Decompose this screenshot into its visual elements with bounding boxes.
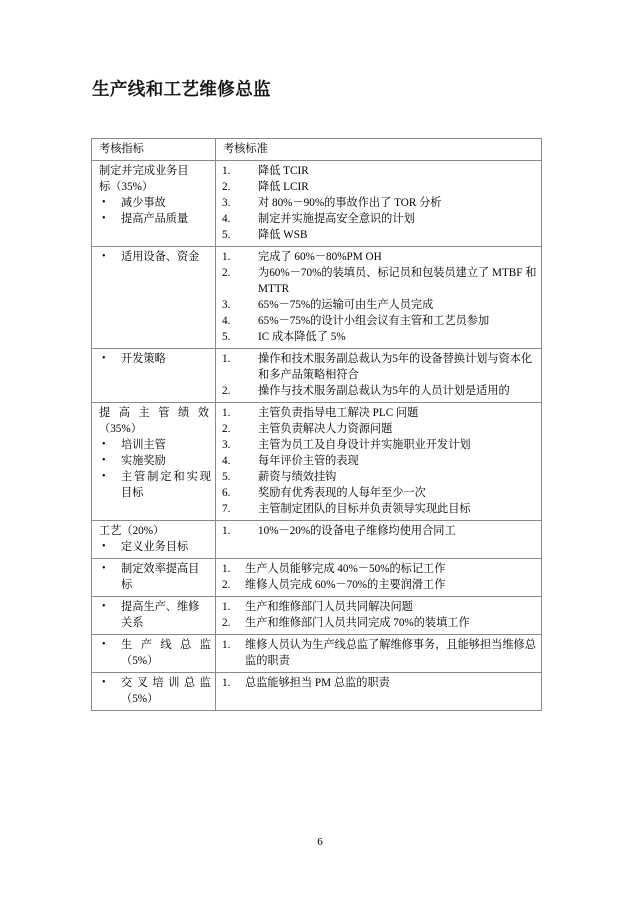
item-number: 5.	[222, 331, 231, 343]
bullet-text: 提高产品质量	[121, 213, 189, 225]
criteria-bullet-list	[96, 437, 211, 501]
table-row	[92, 247, 542, 349]
list-item	[96, 437, 211, 453]
standard-ordered-list	[220, 561, 537, 593]
table-row	[92, 635, 542, 673]
list-item	[96, 539, 211, 555]
list-item	[220, 485, 537, 501]
item-text: 主管负责指导电工解决 PLC 问题	[258, 407, 419, 419]
table-header-row	[92, 139, 542, 161]
list-item	[220, 249, 537, 265]
item-number: 5.	[222, 471, 231, 483]
table-row	[92, 597, 542, 635]
table-row	[92, 349, 542, 403]
list-item	[96, 195, 211, 211]
item-text: 奖励有优秀表现的人每年至少一次	[258, 487, 426, 499]
criteria-heading-line: 标（35%）	[99, 181, 154, 193]
page-number: 6	[317, 836, 323, 848]
bullet-text: • 交叉培训总监	[121, 677, 211, 689]
item-number: 2.	[222, 181, 231, 193]
item-text: 完成了 60%－80%PM OH	[258, 251, 382, 263]
item-number: 2.	[222, 579, 231, 591]
item-text: 主管负责解决人力资源问题	[258, 423, 393, 435]
bullet-text: 培训主管	[121, 439, 166, 451]
bullet-text: 开发策略	[121, 353, 166, 365]
standard-ordered-list	[220, 637, 537, 669]
list-item	[220, 329, 537, 345]
list-item	[220, 421, 537, 437]
header-label-standard: 考核标准	[223, 143, 268, 155]
item-text: 主管制定团队的目标并负责领导实现此目标	[258, 503, 471, 515]
item-number: 4.	[222, 315, 231, 327]
item-number: 1.	[222, 601, 231, 613]
criteria-bullet-list	[96, 195, 211, 227]
standard-cell	[216, 635, 542, 673]
item-number: 1.	[222, 525, 231, 537]
item-number: 2.	[222, 423, 231, 435]
item-text: 10%－20%的设备电子维修均使用合同工	[258, 525, 456, 537]
item-text: 维修人员完成 60%－70%的主要润滑工作	[245, 579, 446, 591]
table-row	[92, 161, 542, 247]
list-item	[220, 437, 537, 453]
header-label-indicator: 考核指标	[99, 143, 144, 155]
item-text: 操作和技术服务副总裁认为5年的设备替换计划与资本化和多产品策略相符合	[258, 353, 533, 381]
item-text: 生产人员能够完成 40%－50%的标记工作	[245, 563, 446, 575]
table-row	[92, 559, 542, 597]
item-text: 对 80%－90%的事故作出了 TOR 分析	[258, 197, 442, 209]
criteria-cell	[92, 559, 216, 597]
item-number: 4.	[222, 213, 231, 225]
list-item	[220, 195, 537, 211]
list-item	[96, 351, 211, 367]
item-text: 操作与技术服务副总裁认为5年的人员计划是适用的	[258, 385, 510, 397]
criteria-bullet-list	[96, 539, 211, 555]
standard-cell	[216, 673, 542, 711]
item-number: 1.	[222, 563, 231, 575]
criteria-heading-line: （35%）	[99, 423, 142, 435]
bullet-text-continued: 标	[121, 579, 133, 591]
list-item	[96, 675, 211, 707]
list-item	[220, 453, 537, 469]
standard-ordered-list	[220, 351, 537, 399]
item-number: 6.	[222, 487, 231, 499]
item-text: 总监能够担当 PM 总监的职责	[245, 677, 390, 689]
item-number: 2.	[222, 617, 231, 629]
list-item	[220, 297, 537, 313]
criteria-cell	[92, 597, 216, 635]
item-number: 2.	[222, 267, 231, 279]
list-item	[220, 637, 537, 669]
list-item	[220, 163, 537, 179]
standard-cell	[216, 597, 542, 635]
bullet-text: 减少事故	[121, 197, 166, 209]
item-text: IC 成本降低了 5%	[258, 331, 346, 343]
list-item	[220, 577, 537, 593]
list-item	[220, 383, 537, 399]
item-text: 降低 LCIR	[258, 181, 309, 193]
standard-ordered-list	[220, 523, 537, 539]
bullet-text: • 生产线总监	[121, 639, 211, 651]
item-text: 降低 WSB	[258, 229, 308, 241]
criteria-cell	[92, 521, 216, 559]
standard-ordered-list	[220, 599, 537, 631]
criteria-cell	[92, 161, 216, 247]
table-header-cell-indicator	[92, 139, 216, 161]
list-item	[220, 615, 537, 631]
list-item	[220, 227, 537, 243]
standard-cell	[216, 161, 542, 247]
criteria-cell	[92, 247, 216, 349]
standard-cell	[216, 349, 542, 403]
list-item	[220, 211, 537, 227]
list-item	[220, 405, 537, 421]
item-text: 降低 TCIR	[258, 165, 309, 177]
item-number: 5.	[222, 229, 231, 241]
standard-cell	[216, 403, 542, 521]
item-text: 薪资与绩效挂钩	[258, 471, 337, 483]
list-item	[220, 675, 537, 691]
item-number: 1.	[222, 677, 231, 689]
table-row	[92, 521, 542, 559]
criteria-heading-line: 制定并完成业务目	[99, 165, 189, 177]
list-item	[96, 211, 211, 227]
criteria-bullet-list	[96, 599, 211, 631]
item-number: 1.	[222, 407, 231, 419]
criteria-cell	[92, 349, 216, 403]
criteria-bullet-list	[96, 675, 211, 707]
item-number: 3.	[222, 439, 231, 451]
criteria-cell	[92, 673, 216, 711]
list-item	[220, 265, 537, 297]
item-number: 3.	[222, 299, 231, 311]
standard-ordered-list	[220, 249, 537, 345]
item-number: 1.	[222, 353, 231, 365]
bullet-text: 制定效率提高目	[121, 563, 200, 575]
criteria-cell	[92, 635, 216, 673]
list-item	[220, 523, 537, 539]
standard-cell	[216, 521, 542, 559]
bullet-text-continued: 关系	[121, 617, 144, 629]
item-text: 生产和维修部门人员共同解决问题	[245, 601, 413, 613]
standard-cell	[216, 559, 542, 597]
list-item	[220, 469, 537, 485]
item-text: 维修人员认为生产线总监了解维修事务，且能够担当维修总监的职责	[245, 639, 536, 667]
table-row	[92, 403, 542, 521]
item-number: 1.	[222, 639, 231, 651]
bullet-text-continued: （5%）	[121, 693, 159, 705]
kpi-assessment-table	[91, 138, 542, 711]
item-text: 制定并实施提高安全意识的计划	[258, 213, 415, 225]
criteria-bullet-list	[96, 561, 211, 593]
bullet-text: 适用设备、资金	[121, 251, 200, 263]
list-item	[220, 351, 537, 383]
item-number: 1.	[222, 251, 231, 263]
table-header-cell-standard	[216, 139, 542, 161]
list-item	[220, 501, 537, 517]
item-number: 1.	[222, 165, 231, 177]
list-item	[96, 249, 211, 265]
table-row	[92, 673, 542, 711]
criteria-heading-line: 工艺（20%）	[99, 525, 165, 537]
criteria-heading-line: 提高主管绩效	[99, 407, 209, 419]
item-text: 65%－75%的运输可由生产人员完成	[258, 299, 434, 311]
item-text: 每年评价主管的表现	[258, 455, 359, 467]
item-text: 生产和维修部门人员共同完成 70%的装填工作	[245, 617, 470, 629]
standard-cell	[216, 247, 542, 349]
criteria-bullet-list	[96, 249, 211, 265]
criteria-cell	[92, 403, 216, 521]
criteria-bullet-list	[96, 637, 211, 669]
list-item	[220, 599, 537, 615]
bullet-text: 定义业务目标	[121, 541, 189, 553]
bullet-text: • 主管制定和实现	[121, 471, 211, 483]
list-item	[96, 599, 211, 631]
bullet-text-continued: 目标	[121, 487, 144, 499]
item-number: 4.	[222, 455, 231, 467]
list-item	[96, 637, 211, 669]
standard-ordered-list	[220, 163, 537, 243]
list-item	[96, 561, 211, 593]
bullet-text: 实施奖励	[121, 455, 166, 467]
list-item	[220, 561, 537, 577]
item-text: 主管为员工及自身设计并实施职业开发计划	[258, 439, 471, 451]
standard-ordered-list	[220, 675, 537, 691]
bullet-text: 提高生产、维修	[121, 601, 200, 613]
standard-ordered-list	[220, 405, 537, 517]
item-number: 3.	[222, 197, 231, 209]
item-number: 2.	[222, 385, 231, 397]
list-item	[220, 313, 537, 329]
bullet-text-continued: （5%）	[121, 655, 159, 667]
item-text: 为60%－70%的装填员、标记员和包装员建立了 MTBF 和 MTTR	[258, 267, 537, 295]
criteria-bullet-list	[96, 351, 211, 367]
item-number: 7.	[222, 503, 231, 515]
page-title: 生产线和工艺维修总监	[92, 79, 271, 99]
list-item	[96, 469, 211, 501]
list-item	[96, 453, 211, 469]
list-item	[220, 179, 537, 195]
item-text: 65%－75%的设计小组会议有主管和工艺员参加	[258, 315, 490, 327]
